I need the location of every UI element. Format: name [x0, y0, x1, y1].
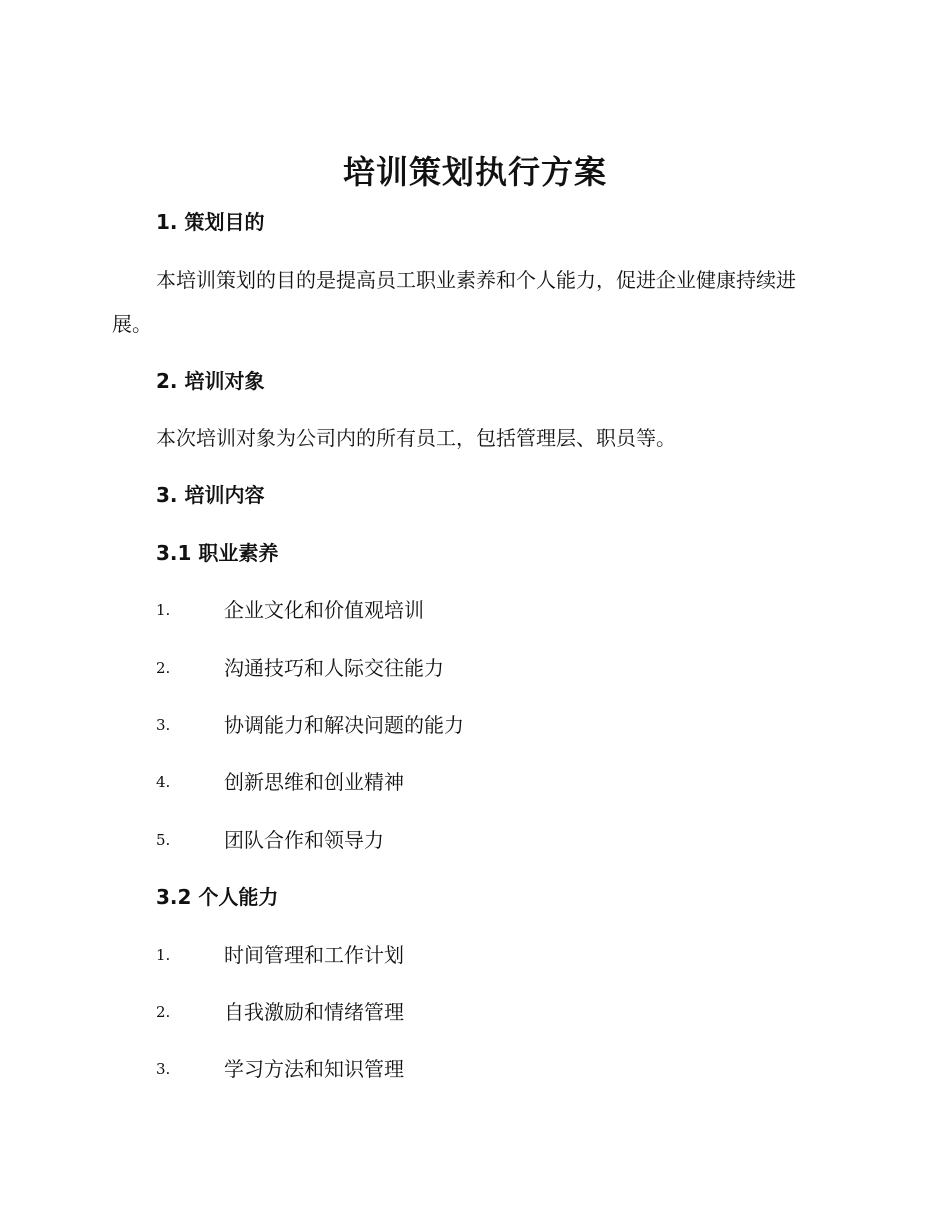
list-item-number: 1. — [156, 601, 171, 619]
subsection-heading-personal: 3.2 个人能力 — [156, 885, 279, 909]
list-item-number: 1. — [156, 946, 171, 964]
document-title: 培训策划执行方案 — [342, 153, 607, 191]
section-heading-content: 3. 培训内容 — [156, 483, 265, 507]
list-item-text: 自我激励和情绪管理 — [224, 1000, 404, 1024]
list-item-number: 4. — [156, 773, 171, 791]
list-item-number: 2. — [156, 1003, 171, 1021]
list-item-text: 沟通技巧和人际交往能力 — [224, 656, 444, 680]
list-item-number: 3. — [156, 716, 171, 734]
list-item-text: 学习方法和知识管理 — [224, 1057, 404, 1081]
section-heading-purpose: 1. 策划目的 — [156, 210, 265, 234]
list-item-text: 协调能力和解决问题的能力 — [224, 713, 464, 737]
section-heading-audience: 2. 培训对象 — [156, 369, 265, 393]
subsection-heading-professional: 3.1 职业素养 — [156, 541, 279, 565]
list-item-text: 时间管理和工作计划 — [224, 943, 404, 967]
list-item-number: 2. — [156, 659, 171, 677]
list-item-text: 企业文化和价值观培训 — [224, 598, 424, 622]
list-item-text: 创新思维和创业精神 — [224, 770, 404, 794]
section-paragraph-audience: 本次培训对象为公司内的所有员工，包括管理层、职员等。 — [156, 426, 676, 450]
list-item-number: 5. — [156, 831, 171, 849]
section-paragraph-purpose: 本培训策划的目的是提高员工职业素养和个人能力，促进企业健康持续进展。 — [112, 268, 796, 336]
list-item-text: 团队合作和领导力 — [224, 828, 384, 852]
list-item-number: 3. — [156, 1060, 171, 1078]
